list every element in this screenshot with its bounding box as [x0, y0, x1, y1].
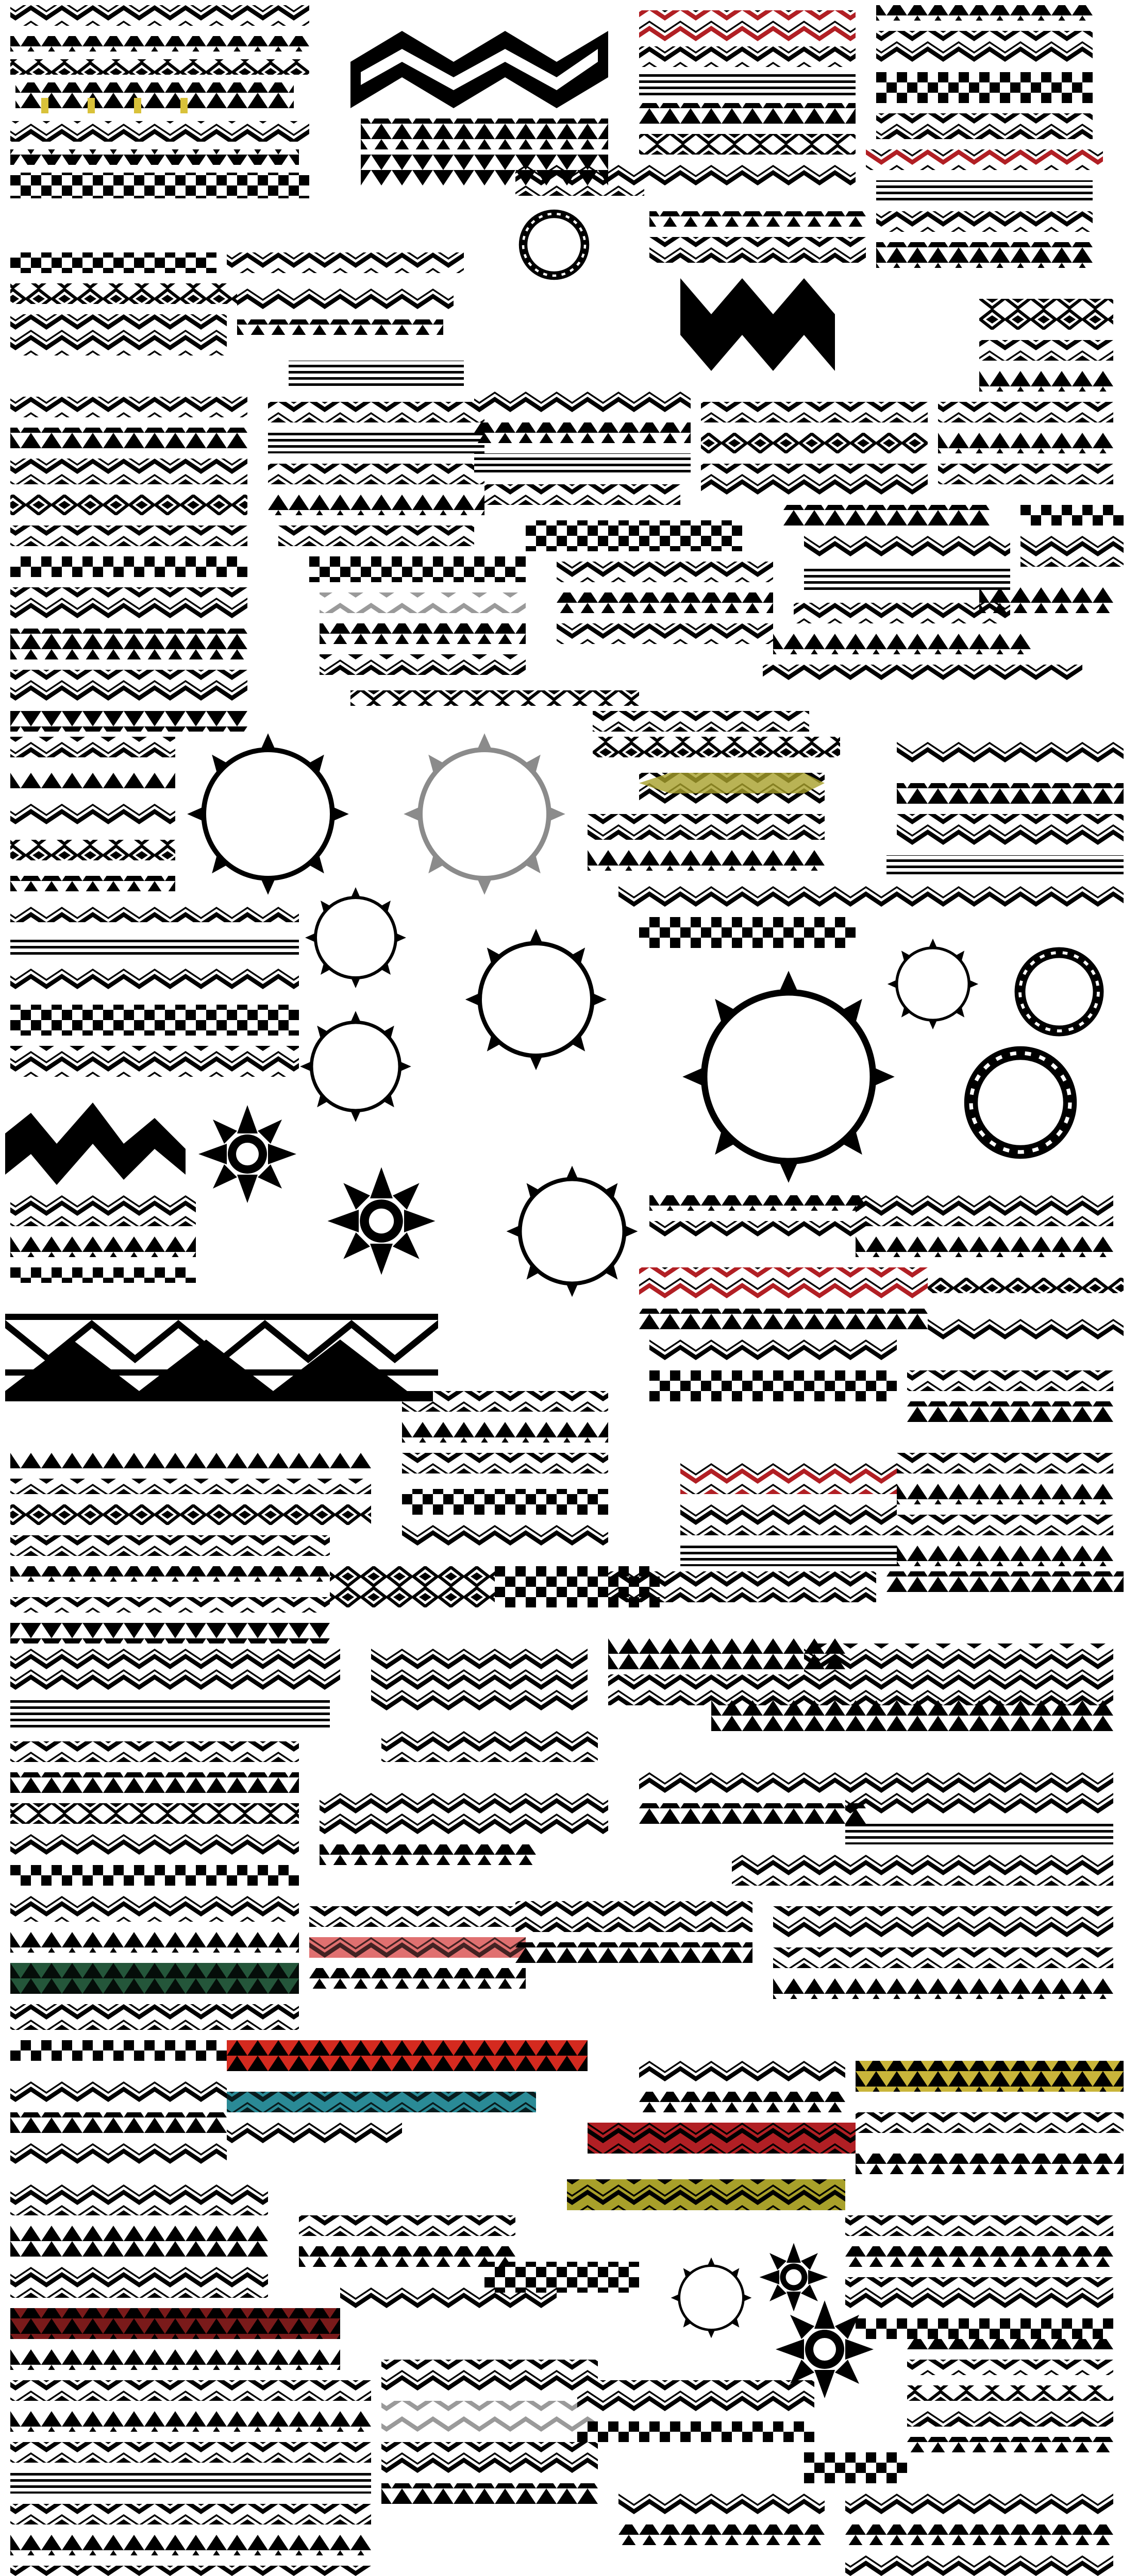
middle-strip-2	[639, 1195, 1124, 1422]
yellow-accent-motifs	[15, 82, 294, 113]
middle-right-bands	[588, 711, 1124, 948]
dense-band-block-1	[10, 392, 1124, 732]
mountain-band-large	[5, 1314, 438, 1401]
band-block-5-colored	[10, 1896, 1113, 2061]
top-zigzag-main	[350, 31, 608, 185]
middle-left-bands	[5, 737, 299, 1283]
top-borders-left	[10, 5, 309, 198]
top-right-bands	[866, 5, 1103, 268]
band-block-8	[10, 2300, 1113, 2576]
band-block-4	[10, 1566, 1124, 1886]
top-red-zigzag	[639, 10, 856, 185]
